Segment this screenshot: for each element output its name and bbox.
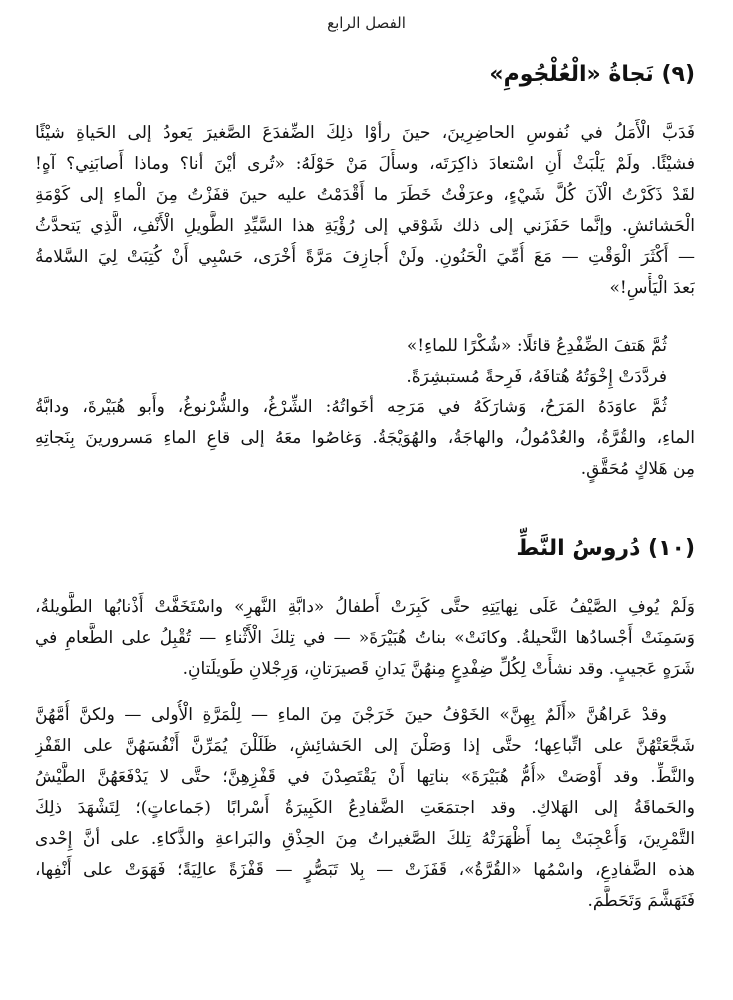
text-line: مِن هَلاكٍ مُحَقَّقٍ. — [580, 459, 695, 479]
section-9-paragraph-3 — [35, 392, 695, 485]
chapter-running-head: الفصل الرابع — [327, 14, 406, 32]
section-9-paragraph-2 — [35, 331, 695, 393]
section-10-paragraph-1 — [35, 592, 695, 685]
text-line: وقدْ عَراهُنَّ «أَلَمٌ بِهِنَّ» الخَوْفُ حينَ خَرَجْنَ مِنَ الماءِ — لِلْمَرَّةِ الْأُولى — ولكنَّ أُمَّهُنَّ — [35, 705, 667, 725]
text-line: ثُمَّ عاوَدَهُ المَرَحُ، وَشارَكَهُ في مَرَحِه أخَواتُهُ: الشِّرْغُ، والشُّرْنوغُ، وأَبو هُبَيْرةَ، ودابَّةُ — [35, 397, 667, 417]
text-line: ثُمَّ هَتفَ الضِّفْدِعُ قائلًا: «شُكْرًا للماءِ!» — [406, 336, 667, 356]
text-line: والنَّطِّ. وقد أَوْصَتْ «أُمُّ هُبَيْرَةَ» بناتِها أَنْ يَقْتَصِدْنَ في قَفْزِهِنَّ؛ حتَّى لا يَدْفَعَهُنَّ الطَّيْشُ — [35, 767, 695, 787]
section-10-heading: (١٠) دُروسُ النَّطِّ — [516, 536, 695, 561]
text-line: الماءِ، والقُرَّةُ، والعُدْمُولُ، والهاجَةُ، والهُوَيْجَةُ. وَغاصُوا معَهُ إلى قاعِ الماءِ مَسرورينَ بِنَجاتِهِ — [35, 428, 695, 448]
text-line: شَرَهٍ عَجيبٍ. وقد نشأَتْ لِكُلِّ ضِفْدِعٍ مِنهُنَّ يَدانِ قَصيرَتانِ، وَرِجْلانِ طَويلَتانِ. — [182, 659, 695, 679]
text-line: بَعدَ الْيَأْسِ!» — [609, 278, 695, 298]
text-line: فَدَبَّ الْأَمَلُ في نُفوسِ الحاضِرِينَ، حينَ رأوْا ذلِكَ الضِّفدَعَ الصَّغيرَ يَعودُ إلى الحَياةِ شيْئًا — [35, 123, 695, 143]
text-line: فشيْئًا. ولَمْ يَلْبَثْ أَنِ اسْتعادَ ذاكِرَتَه، وسأَلَ مَنْ حَوْلَهُ: «تُرى أيْنَ أنا؟ وماذا أَصابَنِي؟ آهٍ! — [35, 154, 695, 174]
text-line: لقَدْ ذَكَرْتُ الْآنَ كُلَّ شَيْءٍ، وعرَفْتُ خَطَرَ ما أَقْدَمْتُ عليه حينَ قفَزْتُ مِنَ الْماءِ إلى كَوْمَةِ — [35, 185, 695, 205]
text-line: وَلَمْ يُوفِ الصَّيْفُ عَلَى نِهايَتِهِ حتَّى كَبِرَتْ أَطفالُ «دابَّةِ النَّهرِ» واسْتَخَفَّتْ أَذْنابُها الطَّويلةُ، — [35, 597, 695, 617]
section-9-heading: (٩) نَجاةُ «الْعُلْجُومِ» — [489, 62, 695, 87]
text-line: فَتَهَشَّمَ وَتَحَطَّمَ. — [587, 891, 695, 911]
section-10-paragraph-2 — [35, 700, 695, 917]
text-line: فردَّدَتْ إِخْوَتُهُ هُتافَهُ، فَرِحةً مُستبشِرَةً. — [406, 367, 667, 387]
text-line: التَّمْرِينَ، وَأُعْجِبَتْ بِما أَظْهَرَتْهُ تِلكَ الصَّغيراتُ مِنَ الحِذْقِ والبَراعةِ والذَّكاءِ. على أنَّ إِحْدى — [35, 829, 695, 849]
text-line: والحَماقَةُ إلى الهَلاكِ. وقد اجتمَعَتِ الضَّفادِعُ الكَبِيرَةُ أَسْرابًا (جَماعاتٍ)؛ لِتَشْهَدَ ذلِكَ — [35, 798, 695, 818]
text-line: هذه الضَّفادِعِ، واسْمُها «القُرَّةُ»، قَفَزَتْ — بِلا تَبَصُّرٍ — قَفْزَةً عالِيَةً؛ فَهَوَتْ على أَنْفِها، — [35, 860, 695, 880]
section-9-paragraph-1 — [35, 118, 695, 304]
text-line: شَجَّعَتْهُنَّ على اتِّباعِها؛ حتَّى إذا وَصَلْنَ إلى الحَشائِشِ، ظَلَلْنَ يُمَرِّنَّ أَنْفُسَهُنَّ على القَفْزِ — [35, 736, 695, 756]
text-line: الْحَشائشِ. وإنَّما حَفَزَني إلى ذلك شَوْقي إلى رُؤْيَةِ هذا السَّيِّدِ الطَّويلِ الْأَنْفِ، الَّذِي يَتحدَّثُ — [35, 216, 695, 236]
text-line: — أَكْثَرَ الْوَقْتِ — مَعَ أُمِّيَ الْحَنُونِ. ولَنْ أُجازِفَ مَرَّةً أُخْرَى، حَسْبِي أَنْ كُتِبَتْ لِيَ السَّلامةُ — [35, 247, 695, 267]
text-line: وَسَمِنَتْ أَجْسادُها النَّحيلةُ. وكانَتْ» بناتُ هُبَيْرَةَ« — في تِلكَ الْأَثْناءِ — تُقْبِلُ على الطَّعامِ في — [35, 628, 695, 648]
